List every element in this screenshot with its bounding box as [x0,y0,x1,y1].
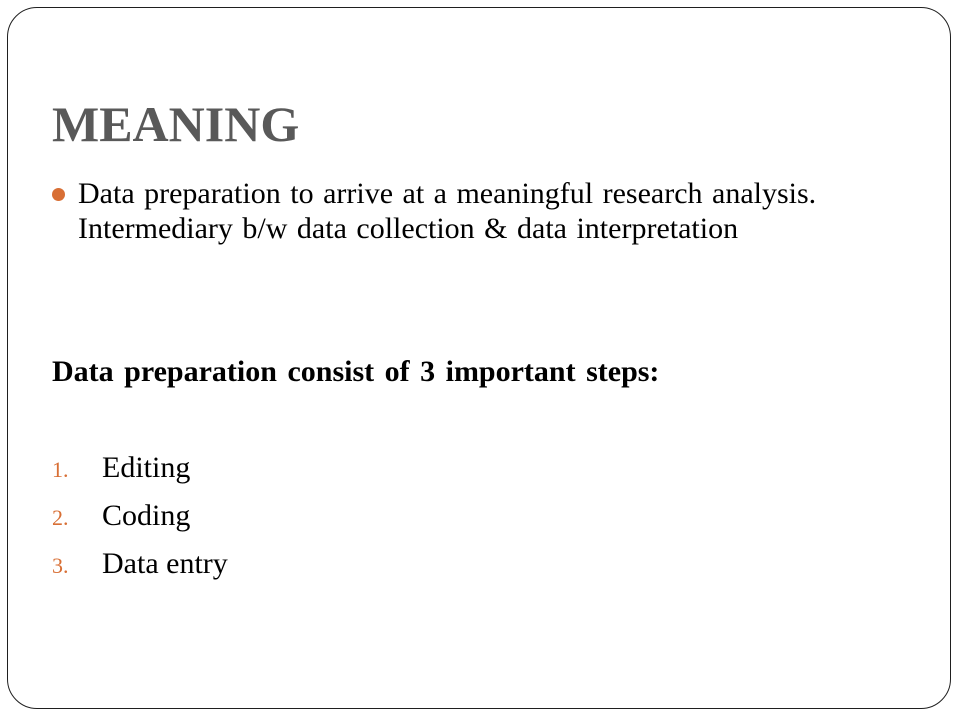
step-label: Data entry [102,547,228,580]
step-label: Editing [102,451,191,484]
step-label: Coding [102,499,191,532]
steps-heading: Data preparation consist of 3 important steps: [52,355,660,388]
bullet-text: Data preparation to arrive at a meaningful research analysis. Intermediary b/w data collection & data interpretation [78,177,817,245]
step-number: 1. [52,457,69,482]
slide-title: MEANING [52,96,300,152]
step-number: 3. [52,553,69,578]
bullet-item [52,176,852,246]
step-number: 2. [52,505,69,530]
bullet-dot-icon [52,188,65,201]
